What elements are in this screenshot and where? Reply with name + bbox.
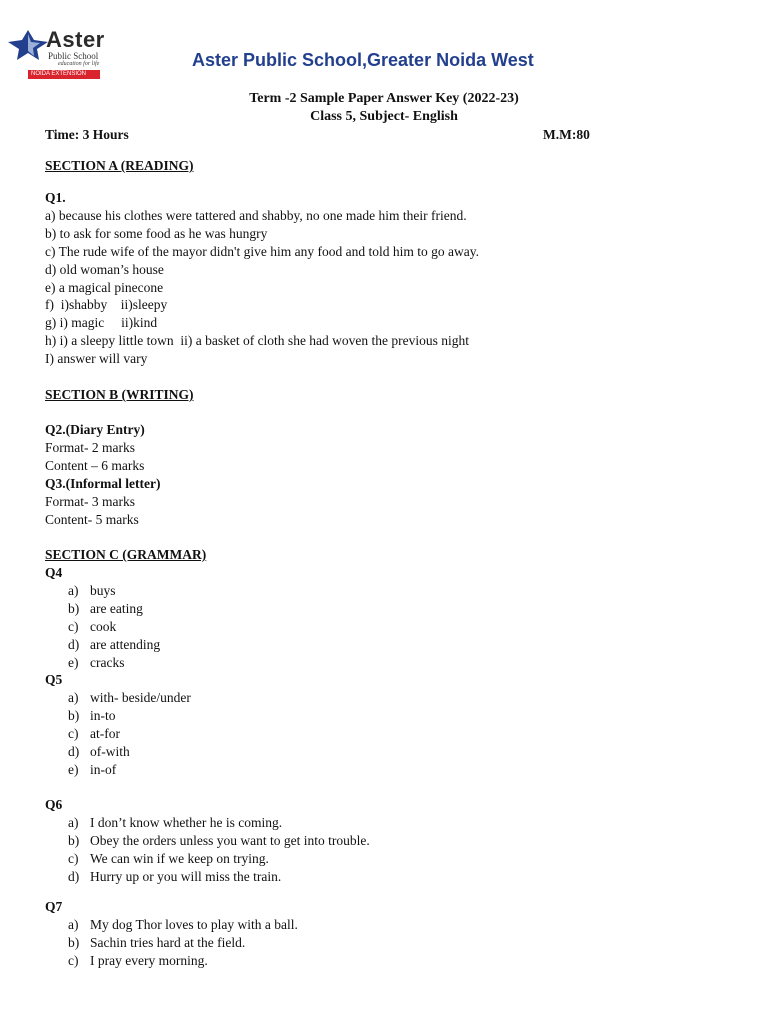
- star-logo-icon: [8, 30, 48, 60]
- list-item: with- beside/under: [90, 690, 191, 705]
- list-item-letter: b): [68, 601, 80, 616]
- list-item-letter: e): [68, 762, 79, 777]
- list-item-letter: b): [68, 833, 80, 848]
- list-item: We can win if we keep on trying.: [90, 851, 269, 866]
- q2-format: Format- 2 marks: [45, 440, 135, 455]
- list-item-letter: d): [68, 869, 80, 884]
- q3-label: Q3.(Informal letter): [45, 476, 161, 491]
- list-item: I pray every morning.: [90, 953, 208, 968]
- q1-answer: c) The rude wife of the mayor didn't give him any food and told him to go away.: [45, 244, 479, 259]
- q1-answer: I) answer will vary: [45, 351, 148, 366]
- list-item: buys: [90, 583, 116, 598]
- q1-label: Q1.: [45, 190, 66, 205]
- list-item: I don’t know whether he is coming.: [90, 815, 283, 830]
- list-item-letter: c): [68, 726, 79, 741]
- school-logo: [8, 28, 108, 82]
- list-item: Obey the orders unless you want to get into trouble.: [90, 833, 370, 848]
- list-item-letter: c): [68, 953, 79, 968]
- list-item: cracks: [90, 655, 125, 670]
- logo-name: Aster: [46, 27, 105, 52]
- list-item-letter: a): [68, 917, 79, 932]
- q1-answer: h) i) a sleepy little town ii) a basket of cloth she had woven the previous night: [45, 333, 470, 348]
- list-item: at-for: [90, 726, 120, 741]
- school-title: Aster Public School,Greater Noida West: [192, 50, 534, 70]
- q1-answer: a) because his clothes were tattered and shabby, no one made him their friend.: [45, 208, 467, 223]
- q2-content: Content – 6 marks: [45, 458, 145, 473]
- q3-content: Content- 5 marks: [45, 512, 139, 527]
- list-item: are eating: [90, 601, 143, 616]
- q3-format: Format- 3 marks: [45, 494, 135, 509]
- list-item: in-to: [90, 708, 116, 723]
- list-item-letter: c): [68, 619, 79, 634]
- logo-subtitle: Public School: [48, 51, 99, 61]
- max-marks: M.M:80: [543, 127, 590, 142]
- list-item-letter: b): [68, 935, 80, 950]
- list-item: in-of: [90, 762, 117, 777]
- section-a-heading: SECTION A (READING): [45, 158, 194, 173]
- q1-answer: g) i) magic ii)kind: [45, 315, 158, 330]
- q6-label: Q6: [45, 797, 63, 812]
- paper-title: Term -2 Sample Paper Answer Key (2022-23): [249, 91, 519, 106]
- section-c-heading: SECTION C (GRAMMAR): [45, 547, 207, 562]
- list-item-letter: c): [68, 851, 79, 866]
- list-item-letter: e): [68, 655, 79, 670]
- logo-badge: NOIDA EXTENSION: [28, 70, 100, 79]
- q1-answer: d) old woman’s house: [45, 262, 164, 277]
- list-item: Sachin tries hard at the field.: [90, 935, 246, 950]
- q1-answer: b) to ask for some food as he was hungry: [45, 226, 268, 241]
- list-item-letter: b): [68, 708, 80, 723]
- q2-label: Q2.(Diary Entry): [45, 422, 145, 437]
- list-item-letter: d): [68, 744, 80, 759]
- list-item: are attending: [90, 637, 161, 652]
- section-b-heading: SECTION B (WRITING): [45, 387, 194, 402]
- list-item-letter: d): [68, 637, 80, 652]
- q4-label: Q4: [45, 565, 63, 580]
- q1-answer: e) a magical pinecone: [45, 280, 164, 295]
- list-item-letter: a): [68, 583, 79, 598]
- list-item: of-with: [90, 744, 130, 759]
- q5-label: Q5: [45, 672, 63, 687]
- q7-label: Q7: [45, 899, 63, 914]
- logo-tagline: education for life: [58, 61, 100, 67]
- list-item: My dog Thor loves to play with a ball.: [90, 917, 298, 932]
- list-item: Hurry up or you will miss the train.: [90, 869, 282, 884]
- time-label: Time: 3 Hours: [45, 127, 129, 142]
- list-item-letter: a): [68, 690, 79, 705]
- list-item-letter: a): [68, 815, 79, 830]
- q1-answer: f) i)shabby ii)sleepy: [45, 297, 168, 312]
- list-item: cook: [90, 619, 117, 634]
- class-subject: Class 5, Subject- English: [310, 109, 458, 124]
